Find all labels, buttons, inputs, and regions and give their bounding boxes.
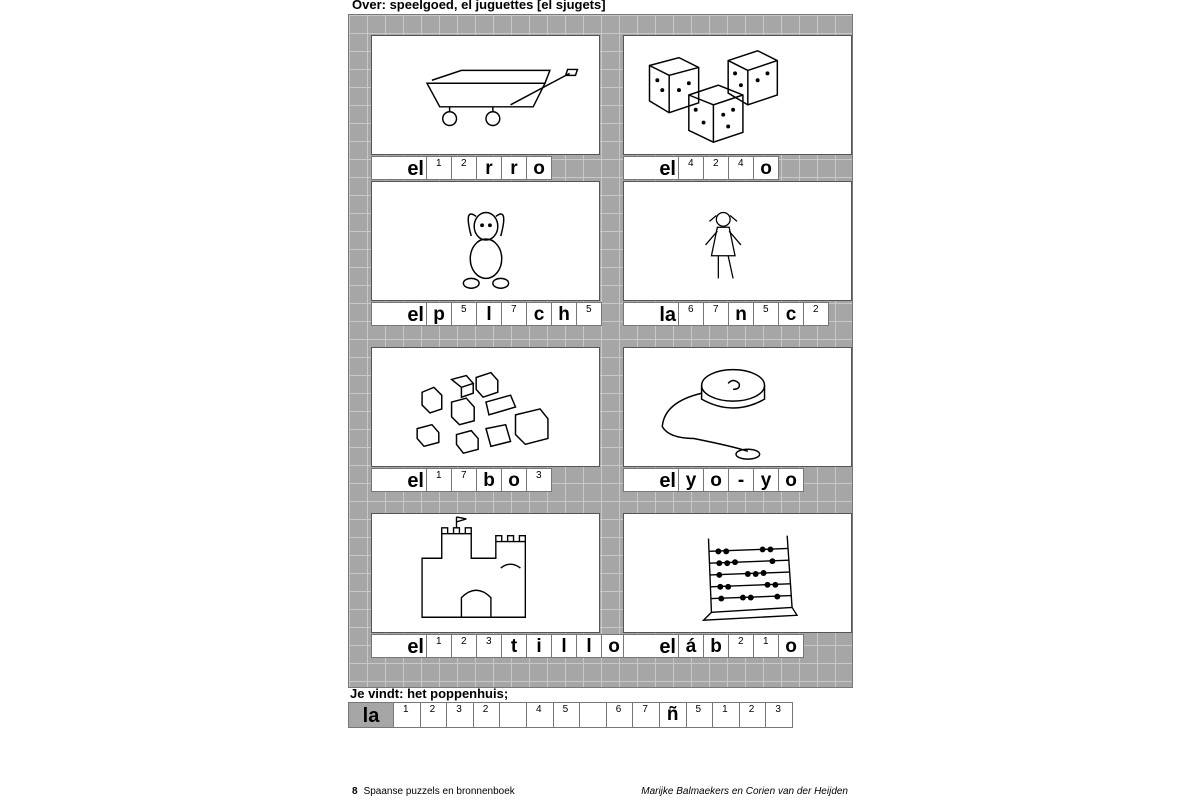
clue-number: 2 <box>813 304 819 315</box>
number-clue-box[interactable] <box>421 702 448 728</box>
clue-number: 4 <box>688 158 694 169</box>
letter-box[interactable] <box>580 702 607 728</box>
puzzle-board <box>348 14 853 688</box>
clue-number: 5 <box>586 304 592 315</box>
number-clue-box[interactable] <box>766 702 793 728</box>
article-label: el <box>371 634 427 658</box>
clue-number: 6 <box>615 704 622 715</box>
letter-box[interactable]: p <box>427 302 452 326</box>
number-clue-box[interactable] <box>804 302 829 326</box>
letter-box[interactable]: i <box>527 634 552 658</box>
wagon-picture <box>371 35 600 155</box>
puzzle-cell-4 <box>601 161 831 327</box>
clue-number: 5 <box>763 304 769 315</box>
word-row-7 <box>371 634 627 658</box>
letter-box[interactable]: o <box>527 156 552 180</box>
clue-number: 3 <box>536 470 542 481</box>
number-clue-box[interactable] <box>527 468 552 492</box>
clue-number: 1 <box>722 704 728 715</box>
number-clue-box[interactable] <box>704 302 729 326</box>
number-clue-box[interactable] <box>502 302 527 326</box>
clue-number: 2 <box>748 704 755 715</box>
number-clue-box[interactable] <box>554 702 581 728</box>
find-instruction: Je vindt: het poppenhuis; <box>350 686 509 701</box>
puzzle-cell-7 <box>349 493 620 659</box>
number-clue-box[interactable] <box>474 702 501 728</box>
clue-number: 1 <box>763 636 769 647</box>
clue-number: 2 <box>738 636 744 647</box>
book-title: Spaanse puzzels en bronnenboek <box>363 786 515 797</box>
clue-number: 7 <box>642 704 648 715</box>
number-clue-box[interactable] <box>452 634 477 658</box>
number-clue-box[interactable] <box>607 702 634 728</box>
number-clue-box[interactable] <box>754 302 779 326</box>
footer-left <box>352 786 515 797</box>
puzzle-cell-1 <box>349 15 579 181</box>
letter-box[interactable]: n <box>729 302 754 326</box>
number-clue-box[interactable] <box>452 468 477 492</box>
clue-number: 7 <box>461 470 467 481</box>
letter-box[interactable]: y <box>754 468 779 492</box>
number-clue-box[interactable] <box>452 302 477 326</box>
word-row-5 <box>371 468 552 492</box>
doll-picture <box>623 181 852 301</box>
clue-number: 2 <box>713 158 719 169</box>
puzzle-cell-5 <box>349 327 579 493</box>
clue-number: 2 <box>461 636 467 647</box>
article-label: el <box>371 468 427 492</box>
page-title: Over: speelgoed, el juguettes [el sjugets] <box>352 0 606 12</box>
letter-box[interactable] <box>500 702 527 728</box>
number-clue-box[interactable] <box>394 702 421 728</box>
abacus-picture <box>623 513 852 633</box>
clue-number: 4 <box>535 704 542 715</box>
letter-box[interactable]: t <box>502 634 527 658</box>
dice-picture <box>623 35 852 155</box>
letter-box[interactable]: l <box>477 302 502 326</box>
article-label: la <box>623 302 679 326</box>
number-clue-box[interactable] <box>447 702 474 728</box>
final-word-row <box>348 702 793 728</box>
letter-box[interactable]: ñ <box>660 702 687 728</box>
clue-number: 7 <box>713 304 719 315</box>
clue-number: 2 <box>482 704 489 715</box>
letter-box[interactable]: c <box>779 302 804 326</box>
letter-box[interactable]: l <box>577 634 602 658</box>
number-clue-box[interactable] <box>729 634 754 658</box>
number-clue-box[interactable] <box>754 634 779 658</box>
number-clue-box[interactable] <box>679 302 704 326</box>
clue-number: 5 <box>695 704 702 715</box>
clue-number: 5 <box>461 304 467 315</box>
letter-box[interactable]: o <box>502 468 527 492</box>
clue-number: 1 <box>436 636 442 647</box>
number-clue-box[interactable] <box>427 634 452 658</box>
number-clue-box[interactable] <box>527 702 554 728</box>
page-number: 8 <box>352 786 358 797</box>
blocks-picture <box>371 347 600 467</box>
clue-number: 2 <box>429 704 436 715</box>
letter-box[interactable]: á <box>679 634 704 658</box>
clue-number: 7 <box>511 304 517 315</box>
puzzle-cell-2 <box>601 15 831 181</box>
puzzle-cell-8 <box>601 493 831 659</box>
yoyo-picture <box>623 347 852 467</box>
puzzle-cell-6 <box>601 327 831 493</box>
letter-box[interactable]: l <box>552 634 577 658</box>
clue-number: 1 <box>436 470 442 481</box>
puzzle-cell-3 <box>349 161 592 327</box>
clue-number: 1 <box>436 158 442 169</box>
number-clue-box[interactable] <box>713 702 740 728</box>
castle-picture <box>371 513 600 633</box>
number-clue-box[interactable] <box>687 702 714 728</box>
article-label: el <box>623 156 679 180</box>
article-label: el <box>623 468 679 492</box>
letter-box[interactable]: o <box>704 468 729 492</box>
clue-number: 1 <box>403 704 409 715</box>
letter-box[interactable]: b <box>477 468 502 492</box>
letter-box[interactable]: - <box>729 468 754 492</box>
letter-box[interactable]: o <box>779 468 804 492</box>
letter-box[interactable]: c <box>527 302 552 326</box>
letter-box[interactable]: o <box>602 634 627 658</box>
letter-box[interactable]: r <box>502 156 527 180</box>
number-clue-box[interactable] <box>577 302 602 326</box>
clue-number: 3 <box>775 704 781 715</box>
clue-number: 3 <box>486 636 492 647</box>
word-row-4 <box>623 302 829 326</box>
number-clue-box[interactable] <box>427 468 452 492</box>
word-row-6 <box>623 468 804 492</box>
clue-number: 2 <box>461 158 467 169</box>
letter-box[interactable]: o <box>779 634 804 658</box>
letter-box[interactable]: b <box>704 634 729 658</box>
letter-box[interactable]: o <box>754 156 779 180</box>
article-label: la <box>348 702 394 728</box>
clue-number: 4 <box>738 158 744 169</box>
letter-box[interactable]: h <box>552 302 577 326</box>
article-label: el <box>623 634 679 658</box>
clue-number: 6 <box>688 304 694 315</box>
word-row-8 <box>623 634 804 658</box>
letter-box[interactable]: r <box>477 156 502 180</box>
clue-number: 5 <box>562 704 569 715</box>
number-clue-box[interactable] <box>740 702 767 728</box>
number-clue-box[interactable] <box>477 634 502 658</box>
bunny-picture <box>371 181 600 301</box>
clue-number: 3 <box>456 704 462 715</box>
article-label: el <box>371 156 427 180</box>
footer-authors: Marijke Balmaekers en Corien van der Heijden <box>641 786 848 797</box>
letter-box[interactable]: y <box>679 468 704 492</box>
number-clue-box[interactable] <box>633 702 660 728</box>
article-label: el <box>371 302 427 326</box>
word-row-3 <box>371 302 602 326</box>
